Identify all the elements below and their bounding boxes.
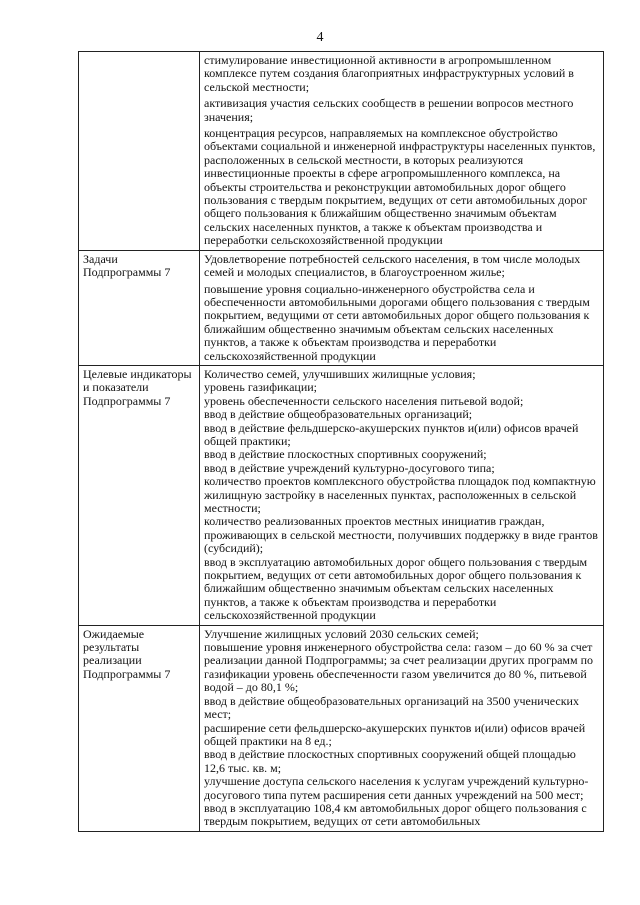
paragraph: ввод в действие фельдшерско-акушерских пунктов и(или) офисов врачей общей практики; bbox=[204, 420, 579, 448]
paragraph: ввод в действие учреждений культурно-досугового типа; bbox=[204, 460, 495, 475]
paragraph: повышение уровня социально-инженерного обустройства села и обеспеченности автомобильными дорогами общего пользования с твердым покрытием, ведущими от сети автомобильных дорог общего пользования к ближайшим общественно значимым объектам сельских населенных пунктов, а также к объектам производства и переработки сельскохозяйственной продукции bbox=[204, 281, 590, 363]
paragraph: концентрация ресурсов, направляемых на комплексное обустройство объектами социальной и инженерной инфраструктуры населенных пунктов, расположенных в сельской местности, в которых реализуются инвестиционные проекты в сфере агропромышленного комплекса, на объекты строительства и реконструкции автомобильных дорог общего пользования с твердым покрытием, ведущих от сети автомобильных дорог общего пользования к ближайшим общественно значимым объектам сельских населенных пунктов, а также к объектам производства и переработки сельскохозяйственной продукции bbox=[204, 126, 596, 248]
row-content bbox=[200, 250, 604, 365]
paragraph: повышение уровня инженерного обустройства села: газом – до 60 % за счет реализации данной Подпрограммы; за счет реализации других программ по газификации уровень обеспеченности газом увеличится до 80 %, питьевой водой – до 80,1 %; bbox=[204, 640, 593, 695]
row-label bbox=[79, 52, 200, 251]
paragraph: количество проектов комплексного обустройства площадок под компактную жилищную застройку в населенных пунктах, расположенных в сельской местности; bbox=[204, 474, 596, 515]
paragraph: ввод в эксплуатацию 108,4 км автомобильных дорог общего пользования с твердым покрытием, ведущих от сети автомобильных bbox=[204, 800, 587, 829]
paragraph: уровень газификации; bbox=[204, 380, 317, 395]
paragraph: активизация участия сельских сообществ в решении вопросов местного значения; bbox=[204, 96, 574, 124]
paragraph: ввод в действие общеобразовательных организаций; bbox=[204, 407, 473, 422]
row-content bbox=[200, 365, 604, 625]
paragraph: ввод в действие плоскостных спортивных сооружений; bbox=[204, 447, 487, 462]
paragraph: Улучшение жилищных условий 2030 сельских семей; bbox=[204, 626, 479, 641]
table-row bbox=[79, 250, 604, 365]
paragraph: уровень обеспеченности сельского населения питьевой водой; bbox=[204, 393, 524, 408]
row-label: Задачи Подпрограммы 7 bbox=[79, 250, 200, 365]
paragraph: ввод в действие общеобразовательных организаций на 3500 ученических мест; bbox=[204, 693, 579, 722]
paragraph: улучшение доступа сельского населения к услугам учреждений культурно-досугового типа путем расширения сети данных учреждений на 500 мест; bbox=[204, 774, 589, 802]
row-content bbox=[200, 52, 604, 251]
row-label: Целевые индикаторы и показатели Подпрограммы 7 bbox=[79, 365, 200, 625]
paragraph: ввод в эксплуатацию автомобильных дорог общего пользования с твердым покрытием, ведущих от сети автомобильных дорог общего пользования к ближайшим общественно значимым объектам сельских населенных пунктов, а также к объектам производства и переработки сельскохозяйственной продукции bbox=[204, 554, 588, 623]
paragraph: Количество семей, улучшивших жилищные условия; bbox=[204, 366, 476, 381]
passport-table bbox=[78, 51, 604, 832]
paragraph: расширение сети фельдшерско-акушерских пунктов и(или) офисов врачей общей практики на 8 ед.; bbox=[204, 720, 586, 748]
table-row bbox=[79, 52, 604, 251]
paragraph: Удовлетворение потребностей сельского населения, в том числе молодых семей и молодых специалистов, в благоустроенном жилье; bbox=[204, 251, 581, 280]
table-row bbox=[79, 365, 604, 625]
paragraph: стимулирование инвестиционной активности в агропромышленном комплексе путем создания благоприятных инфраструктурных условий в сельской местности; bbox=[204, 53, 574, 94]
row-content bbox=[200, 625, 604, 831]
paragraph: количество реализованных проектов местных инициатив граждан, проживающих в сельской местности, получивших поддержку в виде грантов (субсидий); bbox=[204, 514, 598, 556]
table-row bbox=[79, 625, 604, 831]
page-number: 4 bbox=[316, 30, 324, 45]
row-label: Ожидаемые результаты реализации Подпрограммы 7 bbox=[79, 625, 200, 831]
paragraph: ввод в действие плоскостных спортивных сооружений общей площадью 12,6 тыс. кв. м; bbox=[204, 747, 576, 775]
